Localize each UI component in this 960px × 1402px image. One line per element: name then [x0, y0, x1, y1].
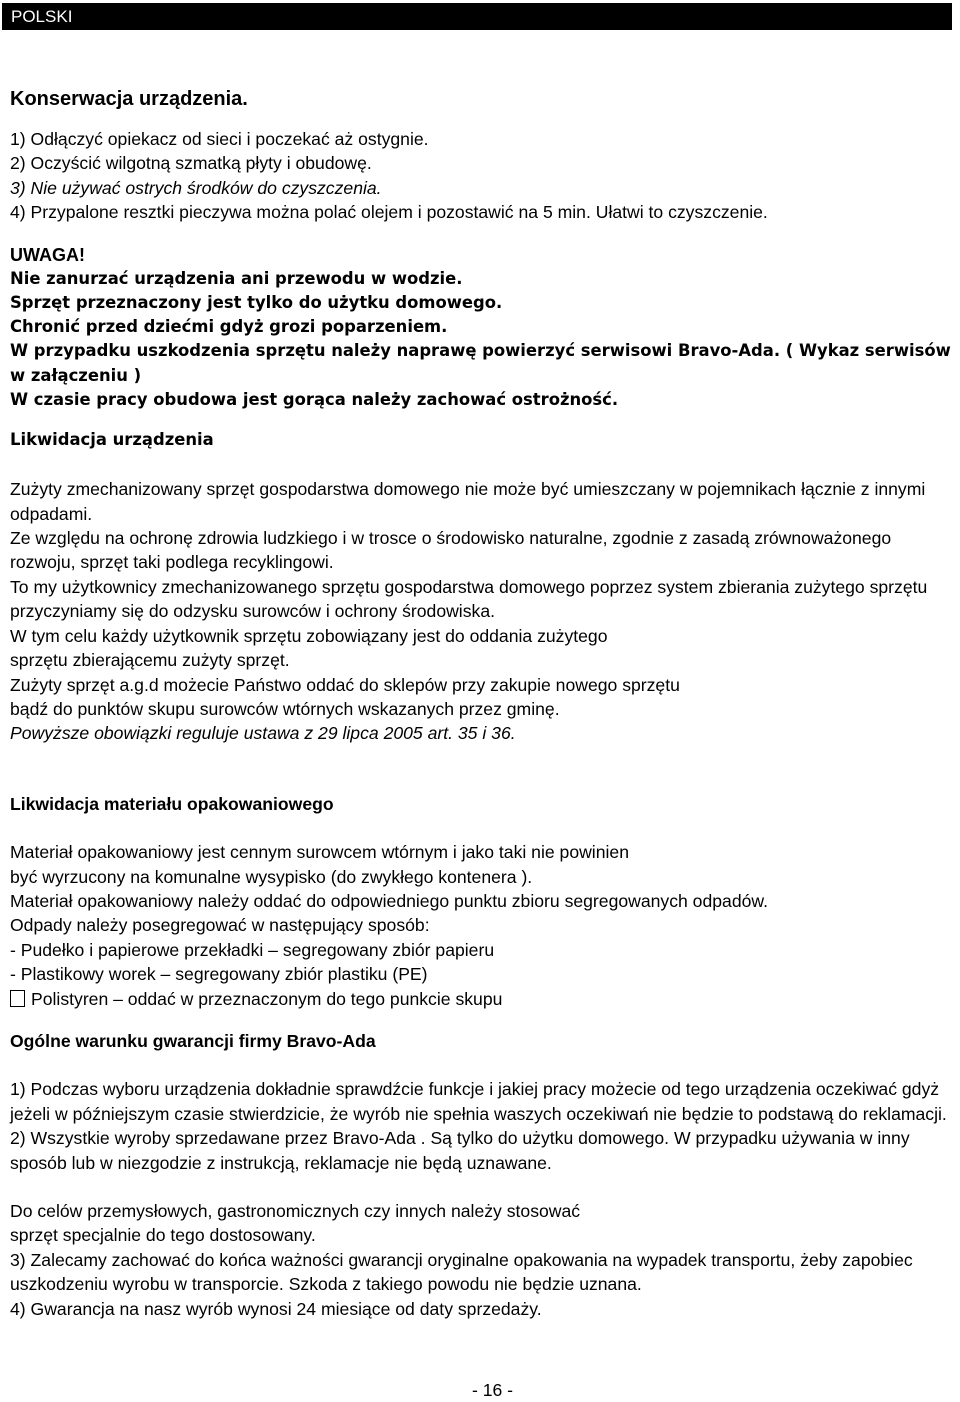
warranty-heading: Ogólne warunku gwarancji firmy Bravo-Ada	[10, 1030, 376, 1051]
packaging-heading: Likwidacja materiału opakowaniowego	[10, 793, 334, 814]
disposal-paragraph: sprzętu zbierającemu zużyty sprzęt.	[10, 650, 290, 671]
disposal-paragraph: To my użytkownicy zmechanizowanego sprzętu gospodarstwa domowego poprzez system zbierania zużytego sprzętu przyczyniamy się do odzysku surowców i ochrony środowiska.	[10, 576, 928, 622]
warning-line: W czasie pracy obudowa jest gorąca należy zachować ostrożność.	[10, 389, 619, 409]
disposal-heading: Likwidacja urządzenia	[10, 430, 214, 450]
maintenance-title: Konserwacja urządzenia.	[10, 88, 248, 110]
packaging-line: Materiał opakowaniowy jest cennym surowcem wtórnym i jako taki nie powinien	[10, 842, 629, 863]
disposal-paragraph: bądź do punktów skupu surowców wtórnych wskazanych przez gminę.	[10, 698, 560, 719]
square-bullet-icon	[10, 990, 25, 1007]
language-header-bar	[2, 3, 952, 30]
warranty-paragraph: 3) Zalecamy zachować do końca ważności gwarancji oryginalne opakowania na wypadek transportu, żeby zapobiec uszkodzeniu wyrobu w transporcie. Szkoda z takiego powodu nie będzie uznana.	[10, 1249, 913, 1295]
maintenance-step: 1) Odłączyć opiekacz od sieci i poczekać aż ostygnie.	[10, 129, 429, 149]
language-label: POLSKI	[11, 7, 73, 26]
warranty-paragraph: 2) Wszystkie wyroby sprzedawane przez Bravo-Ada . Są tylko do użytku domowego. W przypadku używania w inny sposób lub w niezgodzie z instrukcją, reklamacje nie będą uznawane.	[10, 1128, 910, 1173]
packaging-line: - Plastikowy worek – segregowany zbiór plastiku (PE)	[10, 964, 428, 985]
warranty-paragraph: 1) Podczas wyboru urządzenia dokładnie sprawdźcie funkcje i jakiej pracy możecie od tego urządzenia oczekiwać gdyż jeżeli w późniejszym czasie stwierdzicie, że wyrób nie spełnia waszych oczekiwań nie będzie to podstawą do reklamacji.	[10, 1079, 947, 1124]
packaging-last-item-text: Polistyren – oddać w przeznaczonym do tego punkcie skupu	[31, 988, 503, 1009]
packaging-line: być wyrzucony na komunalne wysypisko (do zwykłego kontenera ).	[10, 866, 533, 887]
warranty-paragraph: Do celów przemysłowych, gastronomicznych czy innych należy stosować	[10, 1201, 581, 1221]
warning-line: Chronić przed dziećmi gdyż grozi poparzeniem.	[10, 317, 448, 337]
disposal-paragraph: Ze względu na ochronę zdrowia ludzkiego i w trosce o środowisko naturalne, zgodnie z zasadą zrównoważonego rozwoju, sprzęt taki podlega recyklingowi.	[10, 528, 892, 573]
packaging-line: - Pudełko i papierowe przekładki – segregowany zbiór papieru	[10, 939, 495, 960]
disposal-paragraph: W tym celu każdy użytkownik sprzętu zobowiązany jest do oddania zużytego	[10, 625, 608, 646]
page-number: - 16 -	[471, 1380, 514, 1400]
warning-line: W przypadku uszkodzenia sprzętu należy naprawę powierzyć serwisowi Bravo-Ada. ( Wykaz serwisów w załączeniu )	[10, 341, 951, 385]
warning-heading: UWAGA!	[10, 244, 85, 265]
packaging-line: Materiał opakowaniowy należy oddać do odpowiedniego punktu zbioru segregowanych odpadów.	[10, 890, 769, 911]
packaging-last-item	[10, 987, 958, 1011]
disposal-paragraph: Zużyty sprzęt a.g.d możecie Państwo oddać do sklepów przy zakupie nowego sprzętu	[10, 674, 680, 695]
maintenance-step: 3) Nie używać ostrych środków do czyszczenia.	[10, 177, 382, 198]
warning-line: Nie zanurzać urządzenia ani przewodu w wodzie.	[10, 268, 463, 288]
document-body	[10, 86, 958, 1321]
legal-note: Powyższe obowiązki reguluje ustawa z 29 lipca 2005 art. 35 i 36.	[10, 723, 516, 744]
packaging-line: Odpady należy posegregować w następujący sposób:	[10, 915, 430, 936]
maintenance-step: 4) Przypalone resztki pieczywa można polać olejem i pozostawić na 5 min. Ułatwi to czyszczenie.	[10, 202, 768, 223]
warranty-paragraph: sprzęt specjalnie do tego dostosowany.	[10, 1225, 316, 1246]
warning-line: Sprzęt przeznaczony jest tylko do użytku domowego.	[10, 293, 503, 313]
warranty-paragraph: 4) Gwarancja na nasz wyrób wynosi 24 miesiące od daty sprzedaży.	[10, 1298, 542, 1319]
disposal-paragraph: Zużyty zmechanizowany sprzęt gospodarstwa domowego nie może być umieszczany w pojemnikach łącznie z innymi odpadami.	[10, 479, 926, 524]
maintenance-step: 2) Oczyścić wilgotną szmatką płyty i obudowę.	[10, 153, 372, 174]
